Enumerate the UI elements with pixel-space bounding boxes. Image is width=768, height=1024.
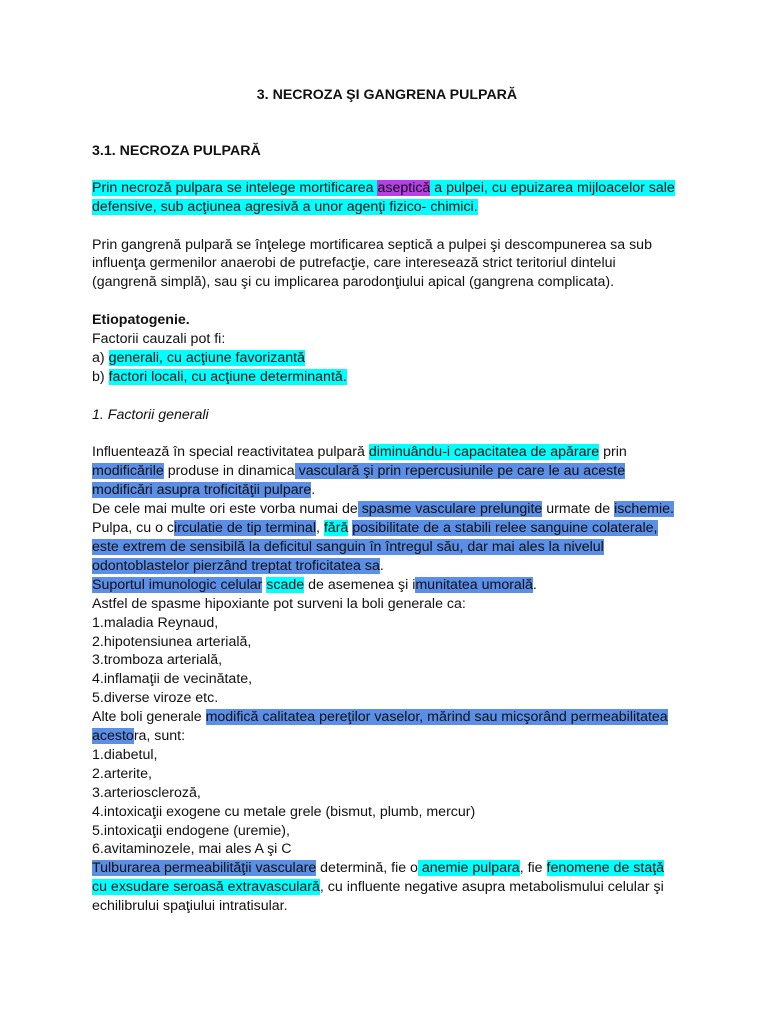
text: ra, sunt:: [133, 728, 186, 745]
text: Influentează în special reactivitatea pulpară: [92, 444, 369, 461]
item-prefix: b): [92, 368, 109, 385]
highlight-purple: aseptică: [377, 179, 431, 196]
text: de asemenea şi i: [304, 576, 416, 593]
highlight-blue: modificările: [92, 463, 164, 480]
highlight-blue: ischemie.: [614, 501, 674, 518]
list-item: 3.arterioscleroză,: [92, 784, 201, 801]
list-item: 6.avitaminozele, mai ales A şi C: [92, 841, 292, 858]
paragraph-pulp-circulation: [92, 519, 682, 576]
list-item: 5.intoxicaţii endogene (uremie),: [92, 822, 290, 839]
text: , fie: [519, 860, 547, 877]
paragraph-other-diseases: [92, 708, 682, 746]
etiology-item-b: [92, 368, 682, 387]
text: Pulpa, cu o c: [92, 520, 175, 537]
list-item: 1.maladia Reynaud,: [92, 614, 219, 631]
highlight: a pulpei, cu epuizarea mijloacelor sale defensive, sub acţiunea agresivă a unor agenţi fizico- chimici.: [92, 179, 675, 215]
highlight: generali, cu acţiune favorizantă: [108, 349, 305, 366]
list-item: 4.inflamaţii de vecinătate,: [92, 671, 253, 688]
highlight-blue: posibilitate de a stabili relee sanguine colaterale, este extrem de sensibilă la deficitul sanguin în întregul său, dar mai ales la nivelul odontoblastelor pierzând treptat troficitatea sa: [92, 520, 658, 574]
highlight-blue: modifică calitatea pereţilor vaselor, mărind sau micşorând permeabilitatea acesto: [92, 709, 668, 745]
etiology-heading: Etiopatogenie.: [92, 312, 190, 329]
highlight: diminuându-i capacitatea de apărare: [368, 444, 600, 461]
general-factors-heading: 1. Factorii generali: [92, 406, 209, 423]
text: .: [311, 482, 316, 499]
highlight: fenomene de staţă cu exsudare seroasă extravasculară: [92, 860, 665, 896]
highlight-blue: Tulburarea permeabilităţii vasculare: [92, 860, 317, 877]
highlight-blue: irculatie de tip terminal: [174, 520, 316, 537]
highlight-blue: Suportul imunologic celular: [92, 576, 263, 593]
item-prefix: a): [92, 349, 109, 366]
highlight: anemie pulpara: [417, 860, 520, 877]
text: determină, fie o: [316, 860, 418, 877]
paragraph-necrosis-definition: [92, 179, 682, 217]
highlight-blue: spasme vasculare prelungite: [357, 501, 543, 518]
document-body: [92, 86, 682, 916]
text: produse in dinamica: [163, 463, 295, 480]
paragraph-reactivity: [92, 443, 682, 500]
text: .: [379, 557, 384, 574]
highlight: factori locali, cu acţiune determinantă.: [108, 368, 347, 385]
etiology-item-a: [92, 349, 682, 368]
paragraph-permeability: [92, 859, 682, 916]
list-item: 3.tromboza arterială,: [92, 652, 223, 669]
text: ,: [315, 520, 324, 537]
list-item: 5.diverse viroze etc.: [92, 690, 219, 707]
text: Alte boli generale: [92, 709, 206, 726]
paragraph-gangrene-definition: Prin gangrenă pulpară se înţelege mortificarea septică a pulpei şi descompunerea sa sub influenţa germenilor anaerobi de putrefacţie, care interesează strict teritoriul dintelui (gangrenă simplă), sau şi cu implicarea parodonţiului apical (gangrena complicata).: [92, 236, 652, 291]
highlight: scade: [266, 576, 305, 593]
list-item: 2.arterite,: [92, 765, 152, 782]
text: urmate de: [542, 501, 615, 518]
section-title: 3.1. NECROZA PULPARĂ: [92, 142, 261, 159]
list-item: 2.hipotensiunea arterială,: [92, 633, 252, 650]
highlight-blue: vasculară şi prin repercusiunile pe care le au aceste modificări asupra troficităţii pulpare: [92, 463, 626, 499]
paragraph-immunology: [92, 576, 682, 595]
text: De cele mai multe ori este vorba numai de: [92, 501, 358, 518]
paragraph-spasms: [92, 500, 682, 519]
highlight: Prin necroză pulpara se intelege mortificarea: [92, 179, 378, 196]
highlight-blue: munitatea umorală: [415, 576, 533, 593]
text: prin: [599, 444, 627, 461]
chapter-title: 3. NECROZA ŞI GANGRENA PULPARĂ: [256, 87, 518, 103]
list-item: 4.intoxicaţii exogene cu metale grele (bismut, plumb, mercur): [92, 803, 476, 820]
etiology-intro: Factorii cauzali pot fi:: [92, 331, 226, 348]
text: .: [532, 576, 537, 593]
list-item: 1.diabetul,: [92, 746, 158, 763]
text: , cu influente negative asupra metabolismului celular şi echilibrului spaţiului intratisular.: [92, 879, 664, 915]
highlight: fără: [323, 520, 349, 537]
paragraph-hypoxic-spasms: Astfel de spasme hipoxiante pot surveni la boli generale ca:: [92, 595, 466, 612]
